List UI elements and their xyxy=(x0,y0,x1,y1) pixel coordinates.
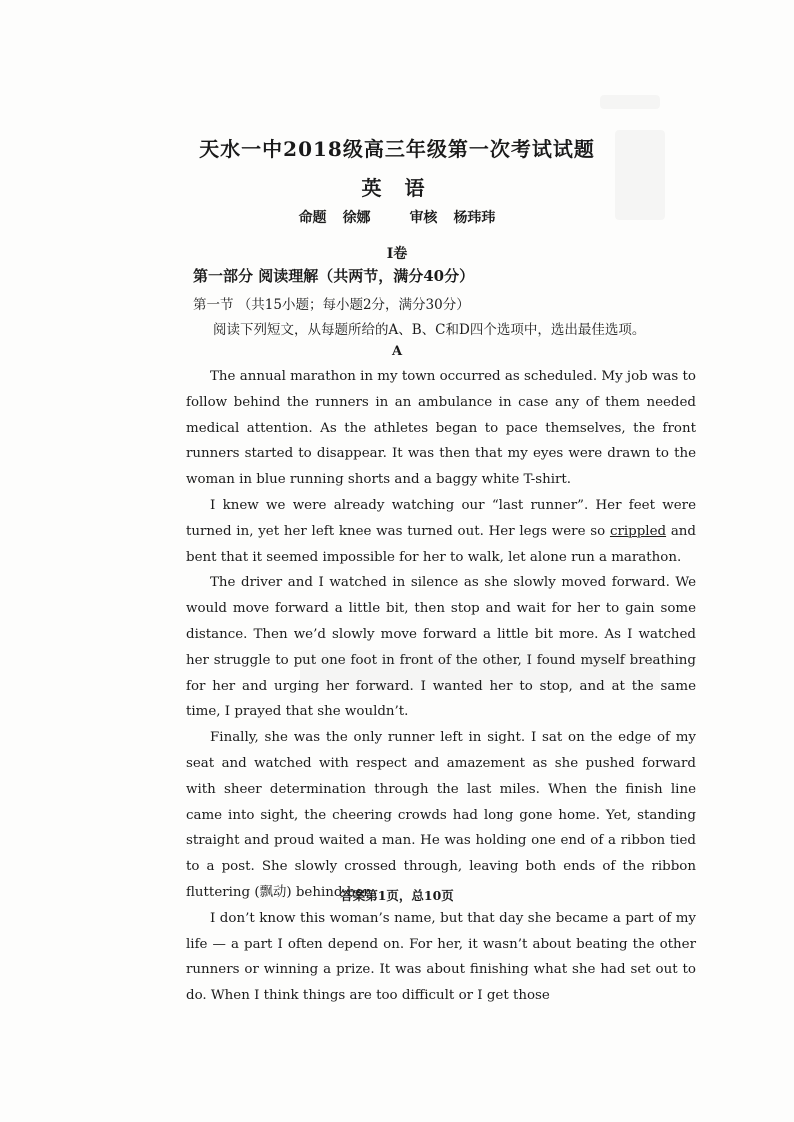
passage-label: A xyxy=(391,344,403,359)
authors-line xyxy=(0,207,794,227)
section-heading: 第一节 （共15小题；每小题2分，满分30分） xyxy=(193,297,470,313)
volume-heading: I卷 xyxy=(386,246,408,262)
reviewer-label: 审核 xyxy=(409,210,438,226)
exam-title: 天水一中2018级高三年级第一次考试试题 xyxy=(199,137,595,161)
paragraph-1: The annual marathon in my town occurred as scheduled. My job was to follow behind the runners in an ambulance in case any of them needed medical attention. As the athletes began to pace themselves, the front runners started to disappear. It was then that my eyes were drawn to the woman in blue running shorts and a baggy white T-shirt. xyxy=(186,369,696,488)
paragraph-2 xyxy=(186,493,696,570)
paragraph-3: The driver and I watched in silence as she slowly moved forward. We would move forward a little bit, then stop and wait for her to gain some distance. Then we’d slowly move forward a little bit more. As I watched her struggle to put one foot in front of the other, I found myself breathing for her and urging her forward. I wanted her to stop, and at the same time, I prayed that she wouldn’t. xyxy=(186,575,696,720)
subject-title: 英 语 xyxy=(361,176,433,200)
passage-body xyxy=(186,364,696,1009)
setter-label: 命题 xyxy=(298,210,327,226)
page-footer: 答案第1页，总10页 xyxy=(340,888,454,903)
paragraph-2-text: I knew we were already watching our “last runner”. Her feet were turned in, yet her left knee was turned out. Her legs were so xyxy=(186,497,696,539)
instruction-text: 阅读下列短文，从每题所给的A、B、C和D四个选项中，选出最佳选项。 xyxy=(213,322,646,338)
setter-name: 徐娜 xyxy=(342,210,371,226)
paragraph-2-text-end: and bent that it seemed impossible for her to walk, let alone run a marathon. xyxy=(186,523,696,565)
reviewer-name: 杨玮玮 xyxy=(453,210,496,226)
paragraph-5: I don’t know this woman’s name, but that day she became a part of my life — a part I often depend on. For her, it wasn’t about beating the other runners or winning a prize. It was about finishing what she had set out to do. When I think things are too difficult or I get those xyxy=(186,910,696,1004)
underlined-word: crippled xyxy=(609,523,667,539)
scan-artifact xyxy=(600,95,660,109)
part-heading: 第一部分 阅读理解（共两节，满分40分） xyxy=(193,267,475,285)
paragraph-4: Finally, she was the only runner left in sight. I sat on the edge of my seat and watched with respect and amazement as she pushed forward with sheer determination through the last miles. When the finish line came into sight, the cheering crowds had long gone home. Yet, standing straight and proud waited a man. He was holding one end of a ribbon tied to a post. She slowly crossed through, leaving both ends of the ribbon fluttering (飘动) behind her. xyxy=(186,730,696,900)
